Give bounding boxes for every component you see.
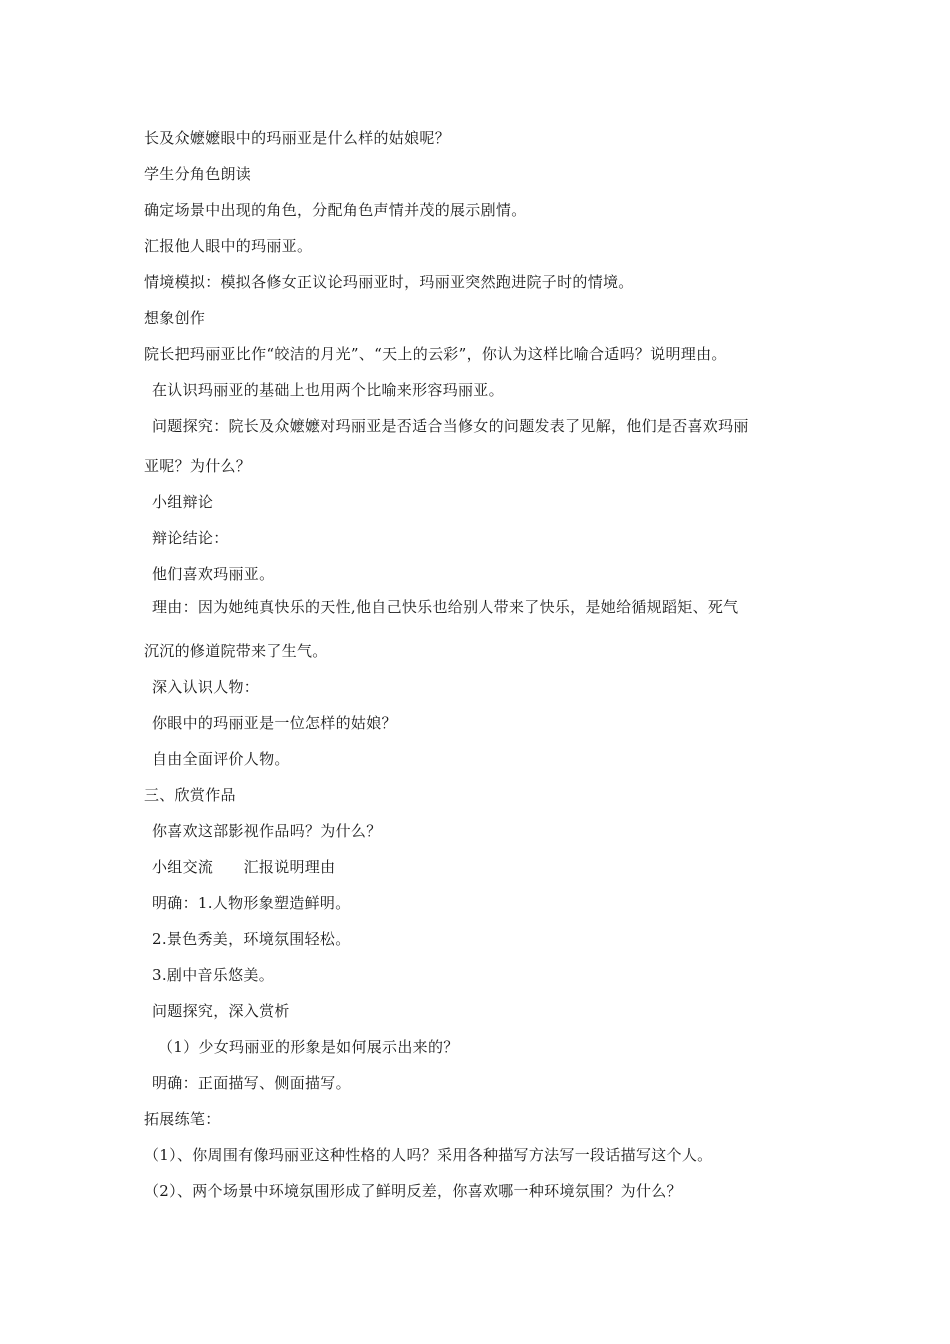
text-line: 明确：1.人物形象塑造鲜明。 bbox=[152, 894, 351, 912]
text-line: 学生分角色朗读 bbox=[144, 165, 252, 183]
text-line: 辩论结论： bbox=[152, 529, 229, 547]
text-line: 拓展练笔： bbox=[144, 1110, 221, 1128]
text-line: 在认识玛丽亚的基础上也用两个比喻来形容玛丽亚。 bbox=[152, 381, 504, 399]
text-line: 你喜欢这部影视作品吗？为什么？ bbox=[152, 822, 382, 840]
text-line: 院长把玛丽亚比作“皎洁的月光”、“天上的云彩”，你认为这样比喻合适吗？说明理由。 bbox=[144, 345, 727, 363]
text-line: 明确：正面描写、侧面描写。 bbox=[152, 1074, 351, 1092]
text-line: 问题探究，深入赏析 bbox=[152, 1002, 290, 1020]
text-line: 理由：因为她纯真快乐的天性,他自己快乐也给别人带来了快乐，是她给循规蹈矩、死气 bbox=[152, 598, 739, 616]
text-line: 长及众嬷嬷眼中的玛丽亚是什么样的姑娘呢？ bbox=[144, 129, 451, 147]
text-line: 3.剧中音乐悠美。 bbox=[152, 966, 275, 984]
text-line: （1）、你周围有像玛丽亚这种性格的人吗？采用各种描写方法写一段话描写这个人。 bbox=[144, 1146, 713, 1164]
text-line: 他们喜欢玛丽亚。 bbox=[152, 565, 275, 583]
text-line: 汇报他人眼中的玛丽亚。 bbox=[144, 237, 313, 255]
text-line: 问题探究：院长及众嬷嬷对玛丽亚是否适合当修女的问题发表了见解，他们是否喜欢玛丽 bbox=[152, 417, 749, 435]
text-line: 你眼中的玛丽亚是一位怎样的姑娘？ bbox=[152, 714, 397, 732]
text-line: 沉沉的修道院带来了生气。 bbox=[144, 642, 328, 660]
text-line: 小组辩论 bbox=[152, 493, 214, 511]
text-line: 深入认识人物： bbox=[152, 678, 260, 696]
text-line: （1）少女玛丽亚的形象是如何展示出来的？ bbox=[158, 1038, 459, 1056]
text-line: 亚呢？为什么？ bbox=[144, 457, 252, 475]
text-line: 情境模拟：模拟各修女正议论玛丽亚时，玛丽亚突然跑进院子时的情境。 bbox=[144, 273, 634, 291]
text-line: （2）、两个场景中环境氛围形成了鲜明反差，你喜欢哪一种环境氛围？为什么？ bbox=[144, 1182, 682, 1200]
text-line: 自由全面评价人物。 bbox=[152, 750, 290, 768]
text-line: 2.景色秀美，环境氛围轻松。 bbox=[152, 930, 351, 948]
text-line: 小组交流 汇报说明理由 bbox=[152, 858, 336, 876]
section-heading: 想象创作 bbox=[144, 309, 206, 327]
section-heading: 三、欣赏作品 bbox=[144, 786, 236, 804]
text-line: 确定场景中出现的角色，分配角色声情并茂的展示剧情。 bbox=[144, 201, 527, 219]
